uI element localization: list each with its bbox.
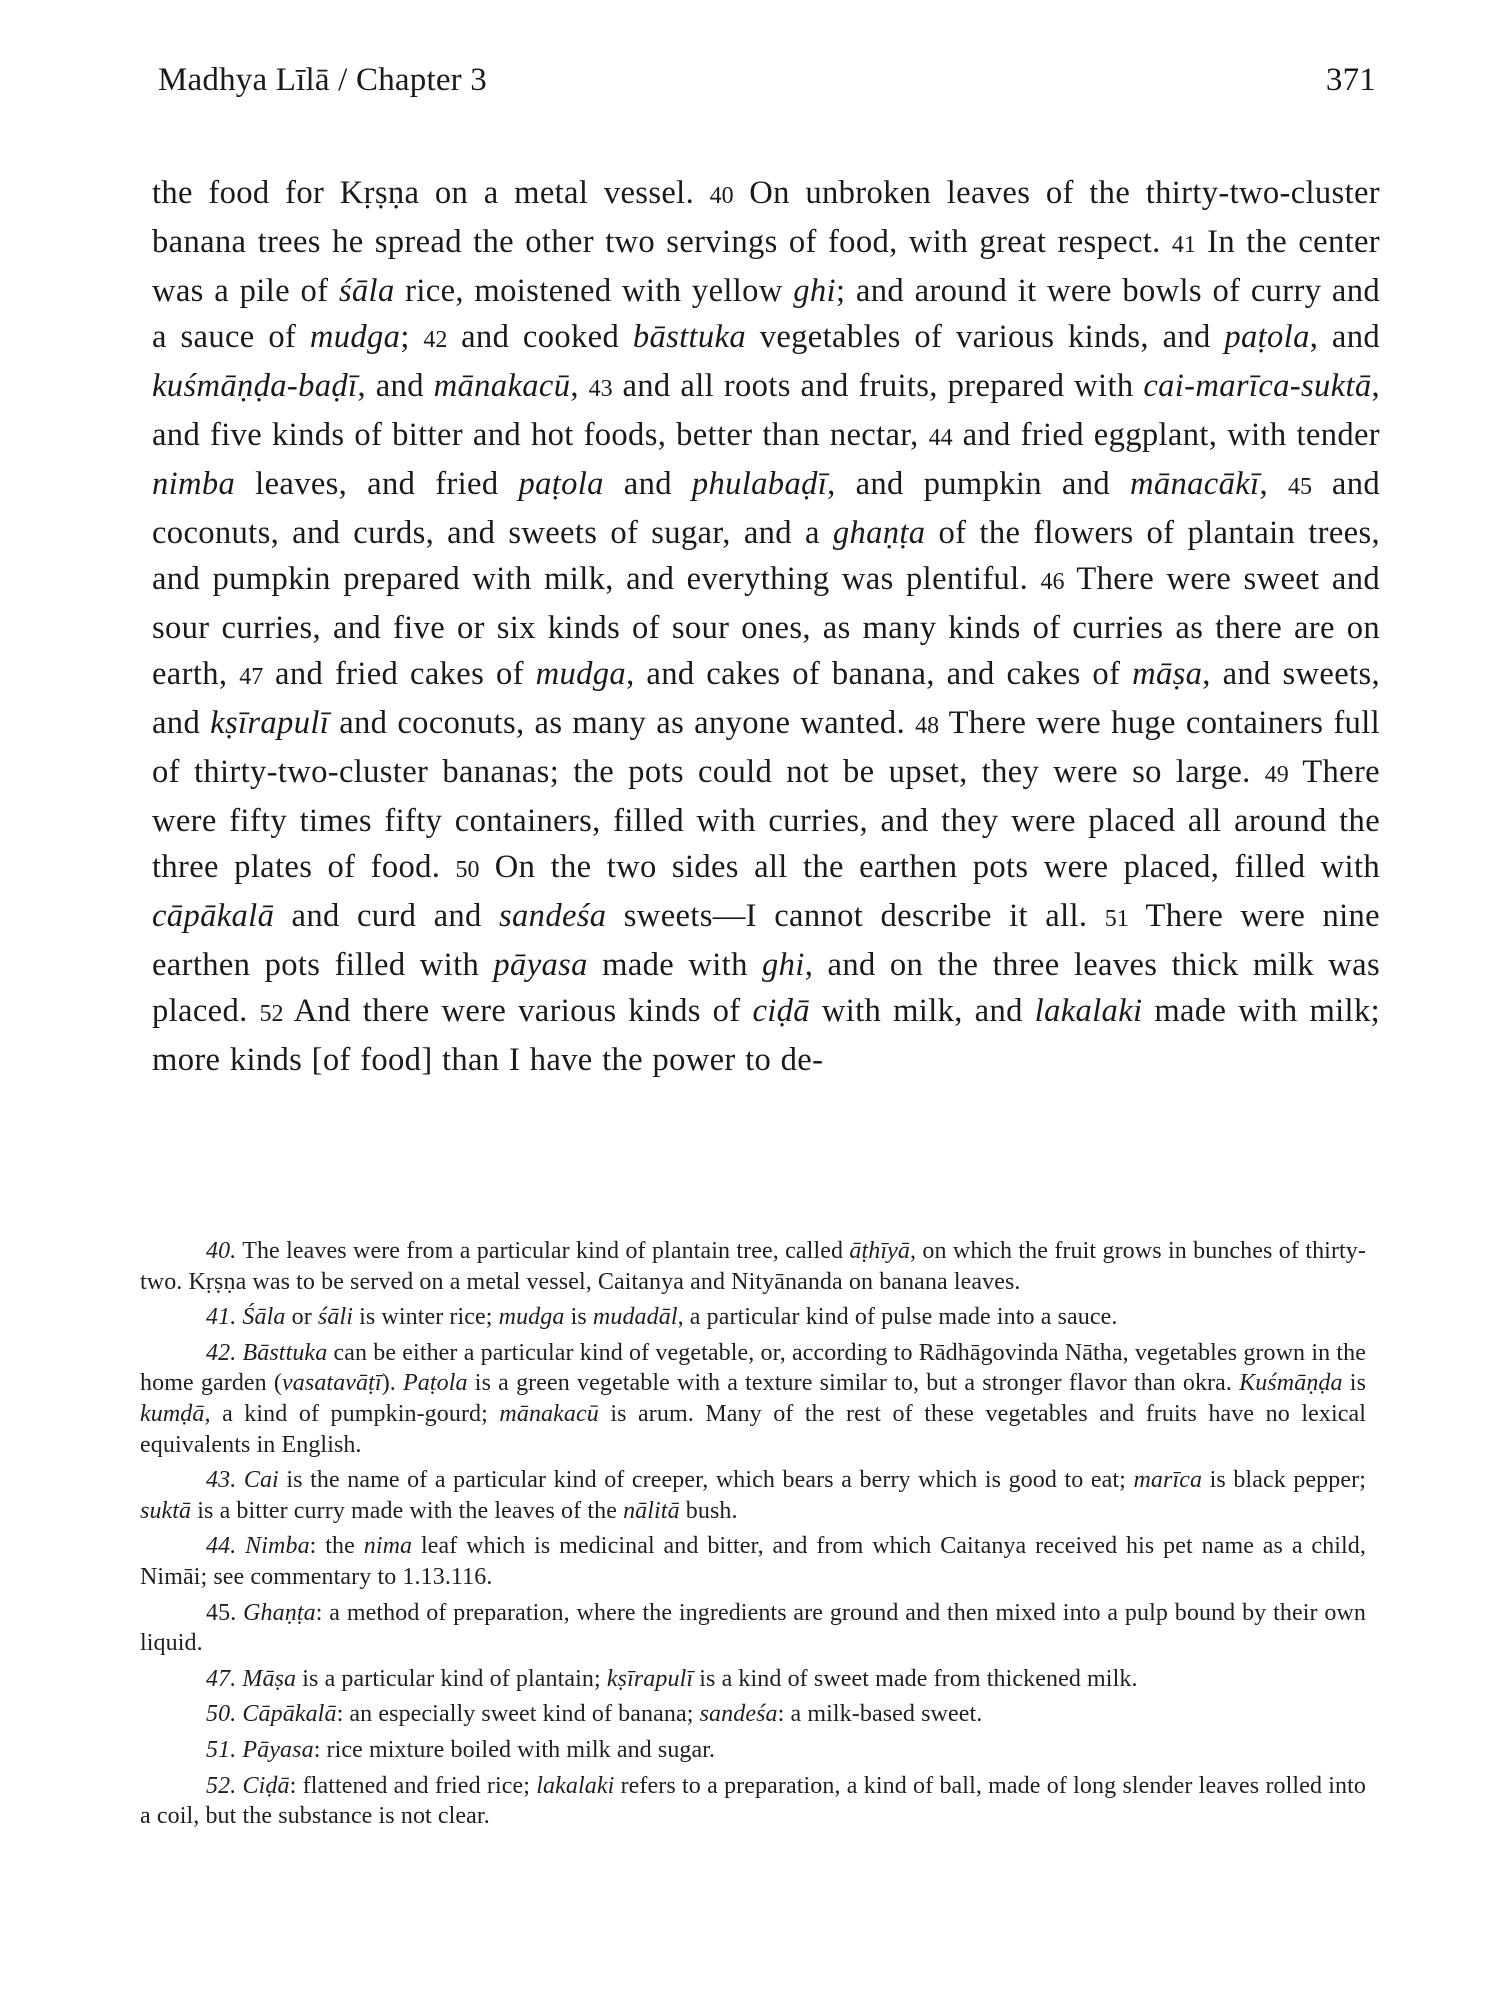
text-run: On unbroken leaves of the thirty-two-cluster banana trees he spread the other two servings of food, with great respect.: [152, 175, 1380, 260]
verse-number-47: 47: [239, 664, 264, 690]
italic-term: māṣa: [1132, 656, 1203, 692]
italic-term: kṣīrapulī: [210, 705, 330, 741]
footnote-number: 42.: [206, 1339, 237, 1366]
text-run: and fried cakes of: [263, 656, 536, 692]
italic-term: kṣīrapulī: [606, 1665, 694, 1692]
italic-term: bāsttuka: [632, 319, 747, 355]
italic-term: sandeśa: [699, 1701, 778, 1728]
text-run: ,: [570, 368, 589, 404]
text-run: There were huge containers full of thirty-two-cluster bananas; the pots could not be upset, they were so large.: [152, 705, 1380, 790]
italic-term: ghi: [793, 273, 836, 309]
text-run: is: [1342, 1370, 1367, 1397]
text-run: of the flowers of plantain trees, and pumpkin prepared with milk, and everything was plentiful.: [152, 515, 1380, 597]
italic-term: cāpākalā: [152, 898, 275, 934]
text-run: There were nine earthen pots filled with: [152, 898, 1380, 983]
footnote-number: 51.: [206, 1736, 237, 1763]
text-run: made with: [587, 947, 763, 983]
italic-term: Cai: [243, 1467, 279, 1494]
italic-term: mānakacū: [499, 1400, 599, 1427]
italic-term: marīca: [1133, 1467, 1203, 1494]
text-run: There were fifty times fifty containers, filled with curries, and they were placed all around the three plates of food.: [152, 754, 1380, 885]
italic-term: mudadāl: [592, 1304, 678, 1331]
text-run: And there were various kinds of: [283, 993, 753, 1029]
footnote-51: [140, 1735, 1366, 1766]
text-run: , and: [1309, 319, 1381, 355]
italic-term: Ciḍā: [242, 1772, 290, 1799]
text-run: bush.: [679, 1497, 738, 1524]
text-run: ).: [381, 1370, 404, 1397]
italic-term: Kuśmāṇḍa: [1239, 1370, 1343, 1397]
footnote-number: 50.: [206, 1701, 237, 1728]
italic-term: lakalaki: [536, 1772, 615, 1799]
italic-term: Pāyasa: [242, 1736, 314, 1763]
verse-number-43: 43: [588, 376, 613, 402]
italic-term: Paṭola: [403, 1370, 468, 1397]
footnotes: [140, 1236, 1366, 1837]
italic-term: Nimba: [245, 1533, 310, 1560]
text-run: and coconuts, as many as anyone wanted.: [329, 705, 916, 741]
footnote-number: 44.: [206, 1533, 237, 1560]
footnote-number: 40.: [206, 1238, 237, 1264]
text-run: rice, moistened with yellow: [394, 273, 794, 309]
text-run: and: [603, 466, 692, 502]
text-run: , a particular kind of pulse made into a sauce.: [677, 1304, 1118, 1331]
footnote-47: [140, 1664, 1366, 1695]
text-run: , and pumpkin and: [827, 466, 1130, 502]
text-run: is a kind of sweet made from thickened milk.: [693, 1665, 1138, 1692]
italic-term: śāli: [317, 1304, 353, 1331]
verse-number-44: 44: [928, 425, 953, 451]
footnote-43: [140, 1465, 1366, 1526]
verse-number-40: 40: [709, 183, 734, 209]
text-run: vegetables of various kinds, and: [746, 319, 1225, 355]
verse-number-48: 48: [915, 713, 940, 739]
italic-term: Māṣa: [242, 1665, 297, 1692]
text-run: the food for Kṛṣṇa on a metal vessel.: [152, 175, 710, 211]
text-run: ,: [1259, 466, 1288, 502]
text-run: is a bitter curry made with the leaves of the: [191, 1497, 624, 1524]
text-run: is arum. Many of the rest of these vegetables and fruits have no lexical equivalents in English.: [140, 1400, 1366, 1458]
text-run: ; and around it were bowls of curry and a sauce of: [152, 273, 1380, 355]
italic-term: nālitā: [623, 1497, 680, 1524]
text-run: In the center was a pile of: [152, 224, 1380, 309]
text-run: : an especially sweet kind of banana;: [336, 1701, 700, 1728]
italic-term: Ghaṇṭa: [243, 1599, 316, 1626]
italic-term: ghi: [762, 947, 805, 983]
main-text: [152, 170, 1380, 1083]
footnote-44: [140, 1531, 1366, 1592]
text-run: and fried eggplant, with tender: [952, 417, 1380, 453]
text-run: refers to a preparation, a kind of ball, made of long slender leaves rolled into a coil, but the substance is not clear.: [140, 1772, 1367, 1830]
text-run: is winter rice;: [352, 1304, 499, 1331]
italic-term: mānacākī: [1129, 466, 1260, 502]
main-paragraph: [152, 170, 1380, 1083]
footnote-50: [140, 1699, 1366, 1730]
verse-number-41: 41: [1171, 232, 1196, 258]
text-run: The leaves were from a particular kind of plantain tree, called: [236, 1238, 850, 1264]
text-run: , and on the three leaves thick milk was placed.: [152, 947, 1380, 1029]
text-run: is the name of a particular kind of creeper, which bears a berry which is good to eat;: [278, 1467, 1134, 1494]
italic-term: mudga: [535, 656, 627, 692]
verse-number-46: 46: [1040, 569, 1065, 595]
text-run: leaves, and fried: [235, 466, 519, 502]
italic-term: paṭola: [518, 466, 604, 502]
footnote-number: 45.: [206, 1599, 237, 1626]
text-run: made with milk; more kinds [of food] than I have the power to de-: [152, 993, 1380, 1078]
text-run: is black pepper;: [1202, 1467, 1366, 1494]
italic-term: kuśmāṇḍa-baḍī: [152, 368, 358, 404]
text-run: is: [564, 1304, 593, 1331]
footnote-number: 41.: [206, 1304, 237, 1331]
verse-number-51: 51: [1104, 906, 1129, 932]
italic-term: Bāsttuka: [242, 1339, 328, 1366]
verse-number-50: 50: [455, 857, 480, 883]
text-run: , and cakes of banana, and cakes of: [626, 656, 1133, 692]
text-run: : the: [309, 1533, 364, 1560]
italic-term: lakalaki: [1034, 993, 1143, 1029]
text-run: : rice mixture boiled with milk and sugar.: [313, 1736, 716, 1763]
footnote-42: [140, 1338, 1366, 1460]
text-run: and cooked: [447, 319, 633, 355]
text-run: , and sweets, and: [152, 656, 1380, 741]
text-run: On the two sides all the earthen pots were placed, filled with: [479, 849, 1380, 885]
text-run: sweets—I cannot describe it all.: [606, 898, 1105, 934]
italic-term: pāyasa: [493, 947, 588, 983]
verse-number-42: 42: [423, 327, 448, 353]
italic-term: cai-marīca-suktā: [1143, 368, 1372, 404]
text-run: : a milk-based sweet.: [777, 1701, 983, 1728]
footnote-number: 47.: [206, 1665, 237, 1692]
italic-term: paṭola: [1224, 319, 1310, 355]
italic-term: Śāla: [242, 1304, 286, 1331]
italic-term: kumḍā: [140, 1400, 205, 1427]
footnote-40: [140, 1236, 1366, 1297]
text-run: and all roots and fruits, prepared with: [612, 368, 1144, 404]
text-run: leaf which is medicinal and bitter, and from which Caitanya received his pet name as a child, Nimāi; see commentary to 1.13.116.: [140, 1533, 1366, 1590]
footnote-number: 52.: [206, 1772, 237, 1799]
footnote-41: [140, 1302, 1366, 1333]
text-run: with milk, and: [809, 993, 1035, 1029]
italic-term: phulabaḍī: [691, 466, 828, 502]
italic-term: Cāpākalā: [242, 1701, 337, 1728]
footnote-45: [140, 1598, 1366, 1659]
italic-term: sandeśa: [499, 898, 607, 934]
text-run: can be either a particular kind of vegetable, or, according to Rādhāgovinda Nātha, vegetables grown in the home garden (: [140, 1339, 1366, 1397]
italic-term: mudga: [498, 1304, 565, 1331]
italic-term: vasatavāṭī: [282, 1370, 382, 1397]
text-run: or: [285, 1304, 318, 1331]
text-run: , and five kinds of bitter and hot foods, better than nectar,: [152, 368, 1380, 453]
running-title: Madhya Līlā / Chapter 3: [158, 62, 488, 98]
text-run: : flattened and fried rice;: [289, 1772, 537, 1799]
verse-number-45: 45: [1287, 474, 1312, 500]
footnote-number: 43.: [206, 1467, 237, 1494]
text-run: : a method of preparation, where the ingredients are ground and then mixed into a pulp bound by their own liquid.: [140, 1599, 1366, 1657]
italic-term: mānakacū: [433, 368, 571, 404]
text-run: , on which the fruit grows in bunches of thirty-two. Kṛṣṇa was to be served on a metal vessel, Caitanya and Nityānanda on banana leaves.: [140, 1238, 1366, 1295]
text-run: and coconuts, and curds, and sweets of sugar, and a: [152, 466, 1381, 551]
text-run: is a particular kind of plantain;: [296, 1665, 607, 1692]
text-run: ;: [400, 319, 424, 355]
verse-number-49: 49: [1264, 762, 1289, 788]
italic-term: ciḍā: [752, 993, 810, 1029]
italic-term: nimba: [152, 466, 236, 502]
italic-term: āṭhīyā: [849, 1238, 910, 1264]
text-run: , a kind of pumpkin-gourd;: [204, 1400, 500, 1427]
italic-term: ghaṇṭa: [832, 515, 926, 551]
footnote-52: [140, 1771, 1366, 1832]
italic-term: mudga: [309, 319, 401, 355]
italic-term: suktā: [140, 1497, 192, 1524]
text-run: and curd and: [274, 898, 500, 934]
verse-number-52: 52: [259, 1001, 284, 1027]
text-run: , and: [357, 368, 434, 404]
running-header: [158, 62, 1376, 110]
page-number: 371: [1325, 62, 1376, 98]
italic-term: śāla: [338, 273, 395, 309]
text-run: is a green vegetable with a texture similar to, but a stronger flavor than okra.: [467, 1370, 1240, 1397]
text-run: There were sweet and sour curries, and five or six kinds of sour ones, as many kinds of curries as there are on earth,: [152, 561, 1380, 692]
italic-term: nima: [363, 1533, 413, 1560]
